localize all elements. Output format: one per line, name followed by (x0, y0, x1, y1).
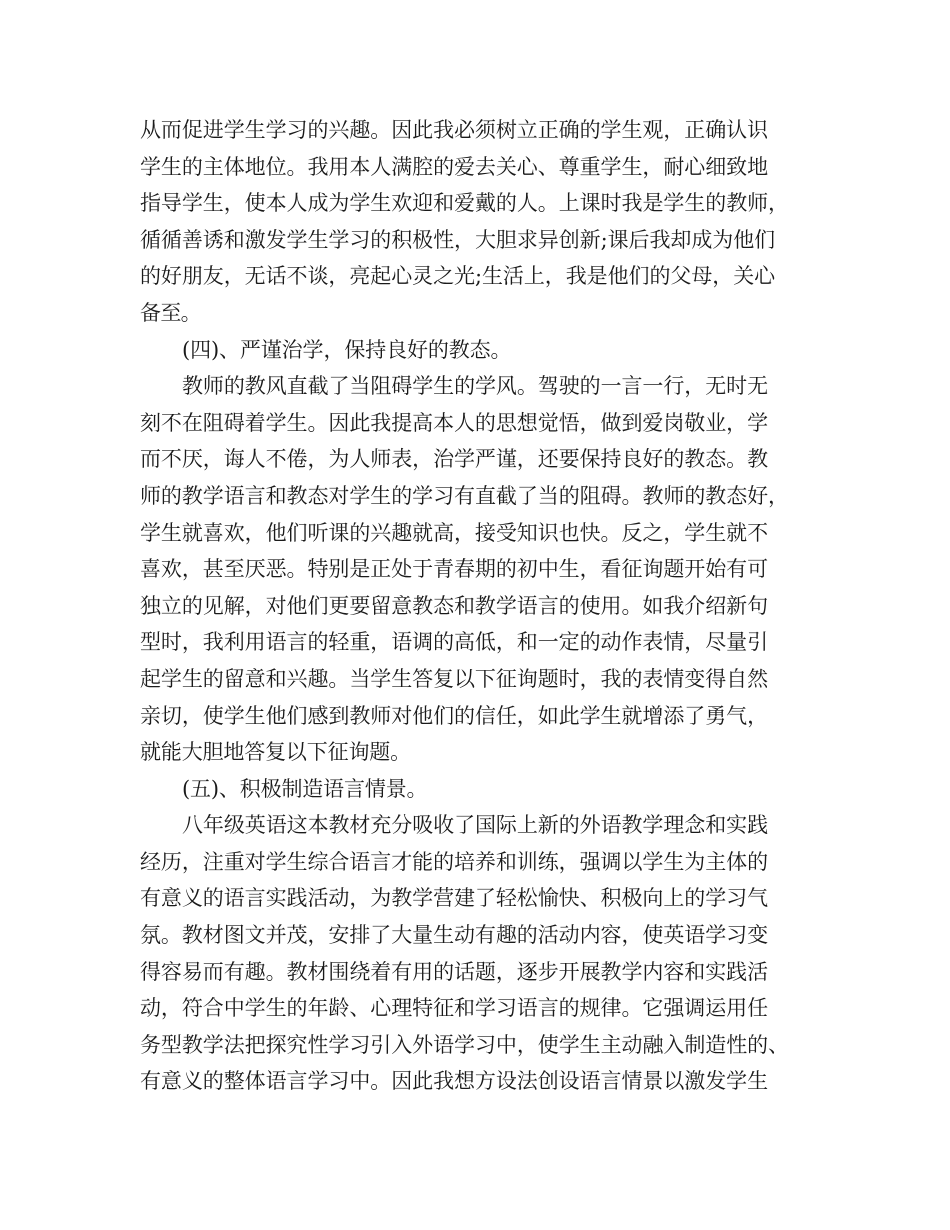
text-line: 独立的见解，对他们更要留意教态和教学语言的使用。如我介绍新句 (140, 593, 768, 618)
text-line: 学生就喜欢，他们听课的兴趣就高，接受知识也快。反之，学生就不 (140, 520, 768, 545)
text-line: 从而促进学生学习的兴趣。因此我必须树立正确的学生观，正确认识 (140, 118, 768, 142)
text-line: 有意义的整体语言学习中。因此我想方设法创设语言情景以激发学生 (140, 1069, 768, 1094)
text-line: 喜欢，甚至厌恶。特别是正处于青春期的初中生，看征询题开始有可 (140, 557, 768, 582)
text-line: 型时，我利用语言的轻重，语调的高低，和一定的动作表情，尽量引 (140, 630, 768, 655)
text-line: 备至。 (140, 300, 201, 325)
document-body (140, 112, 830, 1100)
paragraph-first-line: 教师的教风直截了当阻碍学生的学风。驾驶的一言一行，无时无 (182, 374, 768, 399)
text-line: 师的教学语言和教态对学生的学习有直截了当的阻碍。教师的教态好， (140, 483, 789, 508)
text-line: 经历，注重对学生综合语言才能的培养和训练，强调以学生为主体的 (140, 849, 768, 874)
text-line: 起学生的留意和兴趣。当学生答复以下征询题时，我的表情变得自然 (140, 666, 768, 691)
text-line: 得容易而有趣。教材围绕着有用的话题，逐步开展教学内容和实践活 (140, 959, 768, 984)
text-line: 循循善诱和激发学生学习的积极性，大胆求异创新;课后我却成为他们 (140, 227, 776, 252)
text-line: 指导学生，使本人成为学生欢迎和爱戴的人。上课时我是学生的教师， (140, 191, 789, 216)
paragraph-first-line: 八年级英语这本教材充分吸收了国际上新的外语教学理念和实践 (182, 813, 768, 838)
text-line: 氛。教材图文并茂，安排了大量生动有趣的活动内容，使英语学习变 (140, 923, 768, 948)
text-line: 有意义的语言实践活动，为教学营建了轻松愉快、积极向上的学习气 (140, 886, 768, 911)
paragraph-first-line: (五)、积极制造语言情景。 (182, 776, 428, 801)
text-line: 就能大胆地答复以下征询题。 (140, 740, 411, 765)
text-line: 而不厌，诲人不倦，为人师表，治学严谨，还要保持良好的教态。教 (140, 447, 768, 472)
text-line: 务型教学法把探究性学习引入外语学习中，使学生主动融入制造性的、 (140, 1032, 789, 1057)
text-line: 亲切，使学生他们感到教师对他们的信任，如此学生就增添了勇气， (140, 703, 768, 728)
text-line: 的好朋友，无话不谈，亮起心灵之光;生活上，我是他们的父母，关心 (140, 264, 776, 289)
text-line: 学生的主体地位。我用本人满腔的爱去关心、尊重学生，耐心细致地 (140, 154, 768, 179)
text-line: 动，符合中学生的年龄、心理特征和学习语言的规律。它强调运用任 (140, 996, 768, 1021)
text-line: 刻不在阻碍着学生。因此我提高本人的思想觉悟，做到爱岗敬业，学 (140, 410, 768, 435)
paragraph-first-line: (四)、严谨治学，保持良好的教态。 (182, 337, 512, 362)
